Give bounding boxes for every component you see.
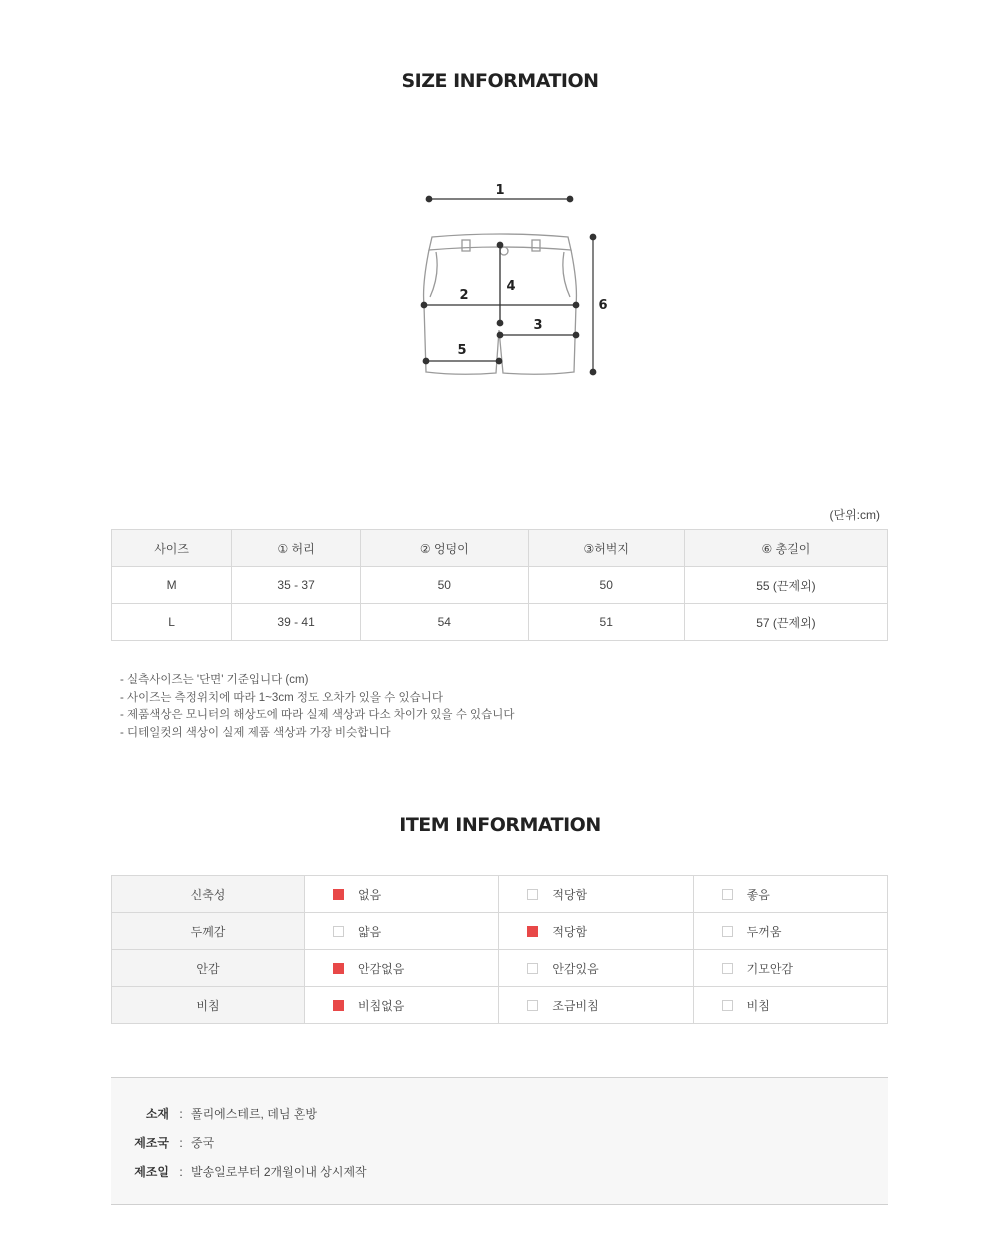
measure-label-3: 3 <box>533 318 543 333</box>
header-cell: ① 허리 <box>232 530 361 567</box>
marker-point <box>496 358 502 364</box>
size-notes <box>120 672 514 742</box>
checkbox-checked-icon <box>333 1000 344 1011</box>
option-label: 비침없음 <box>358 998 405 1013</box>
option-label: 없음 <box>358 887 382 902</box>
note-line: - 사이즈는 측정위치에 따라 1~3cm 정도 오차가 있을 수 있습니다 <box>120 691 443 704</box>
option-cell <box>499 950 693 987</box>
option-cell <box>305 950 499 987</box>
marker-point <box>423 358 429 364</box>
note-line: - 실측사이즈는 '단면' 기준입니다 (cm) <box>120 674 309 686</box>
spec-label: 제조일 <box>134 1165 169 1179</box>
table-cell: L <box>112 604 232 641</box>
spec-value: 중국 <box>191 1136 215 1150</box>
table-cell: 55 (끈제외) <box>684 567 887 604</box>
option-label: 두꺼움 <box>746 924 782 939</box>
spec-row-date <box>111 1163 367 1180</box>
product-spec-box <box>111 1077 888 1205</box>
unit-label: (단위:cm) <box>829 508 880 522</box>
note-line: - 제품색상은 모니터의 해상도에 따라 실제 색상과 다소 차이가 있을 수 있습니다 <box>120 709 515 721</box>
checkbox-icon <box>527 963 538 974</box>
table-cell: 54 <box>361 604 529 641</box>
marker-point <box>573 332 579 338</box>
marker-point <box>421 302 427 308</box>
checkbox-icon <box>722 1000 733 1011</box>
checkbox-icon <box>722 963 733 974</box>
checkbox-icon <box>722 889 733 900</box>
checkbox-checked-icon <box>333 889 344 900</box>
measure-label-6: 6 <box>598 298 608 313</box>
option-cell <box>499 987 693 1024</box>
spec-label: 제조국 <box>134 1136 169 1150</box>
table-cell: 57 (끈제외) <box>684 604 887 641</box>
table-row <box>112 987 888 1024</box>
option-cell <box>693 987 887 1024</box>
option-label: 적당함 <box>552 924 588 939</box>
marker-point <box>567 196 573 202</box>
option-label: 기모안감 <box>746 961 794 976</box>
size-information-title: SIZE INFORMATION <box>401 70 599 92</box>
attribute-label: 두께감 <box>112 913 305 950</box>
option-cell <box>305 913 499 950</box>
spec-colon: : <box>179 1165 183 1179</box>
marker-point <box>426 196 432 202</box>
attribute-label: 안감 <box>112 950 305 987</box>
marker-point <box>590 234 596 240</box>
spec-row-material <box>111 1105 317 1122</box>
marker-point <box>497 332 503 338</box>
measure-label-5: 5 <box>457 343 467 358</box>
table-row <box>112 567 888 604</box>
header-cell: 사이즈 <box>112 530 232 567</box>
checkbox-icon <box>527 889 538 900</box>
spec-label: 소재 <box>145 1107 169 1121</box>
checkbox-icon <box>722 926 733 937</box>
header-cell: ③허벅지 <box>528 530 684 567</box>
size-table <box>111 529 888 641</box>
table-row <box>112 876 888 913</box>
option-label: 안감없음 <box>358 961 405 976</box>
option-label: 적당함 <box>552 887 588 902</box>
item-information-title: ITEM INFORMATION <box>399 814 601 836</box>
spec-colon: : <box>179 1107 183 1121</box>
option-label: 안감있음 <box>552 961 599 976</box>
checkbox-icon <box>333 926 344 937</box>
marker-point <box>590 369 596 375</box>
table-cell: 39 - 41 <box>232 604 361 641</box>
shorts-measurement-diagram <box>400 175 620 390</box>
spec-value: 폴리에스테르, 데님 혼방 <box>191 1107 317 1121</box>
table-cell: 35 - 37 <box>232 567 361 604</box>
measure-label-4: 4 <box>506 279 516 294</box>
checkbox-checked-icon <box>527 926 538 937</box>
measure-label-2: 2 <box>459 288 469 303</box>
option-cell <box>305 987 499 1024</box>
table-row <box>112 604 888 641</box>
header-cell: ② 엉덩이 <box>361 530 529 567</box>
attribute-label: 신축성 <box>112 876 305 913</box>
option-label: 좋음 <box>746 887 770 902</box>
marker-point <box>497 242 503 248</box>
spec-colon: : <box>179 1136 183 1150</box>
header-cell: ⑥ 총길이 <box>684 530 887 567</box>
table-row <box>112 950 888 987</box>
checkbox-checked-icon <box>333 963 344 974</box>
table-cell: 50 <box>361 567 529 604</box>
measure-label-1: 1 <box>495 183 505 198</box>
item-info-table <box>111 875 888 1024</box>
option-cell <box>499 876 693 913</box>
table-row <box>112 913 888 950</box>
option-label: 얇음 <box>358 924 382 939</box>
note-line: - 디테일컷의 색상이 실제 제품 색상과 가장 비슷합니다 <box>120 726 391 739</box>
spec-value: 발송일로부터 2개월이내 상시제작 <box>191 1165 367 1179</box>
option-label: 비침 <box>746 998 770 1013</box>
option-cell <box>693 950 887 987</box>
table-cell: M <box>112 567 232 604</box>
option-label: 조금비침 <box>552 998 599 1013</box>
option-cell <box>305 876 499 913</box>
option-cell <box>499 913 693 950</box>
table-cell: 50 <box>528 567 684 604</box>
spec-row-country <box>111 1134 214 1151</box>
table-header-row <box>112 530 888 567</box>
option-cell <box>693 913 887 950</box>
attribute-label: 비침 <box>112 987 305 1024</box>
marker-point <box>497 320 503 326</box>
checkbox-icon <box>527 1000 538 1011</box>
option-cell <box>693 876 887 913</box>
table-cell: 51 <box>528 604 684 641</box>
marker-point <box>573 302 579 308</box>
